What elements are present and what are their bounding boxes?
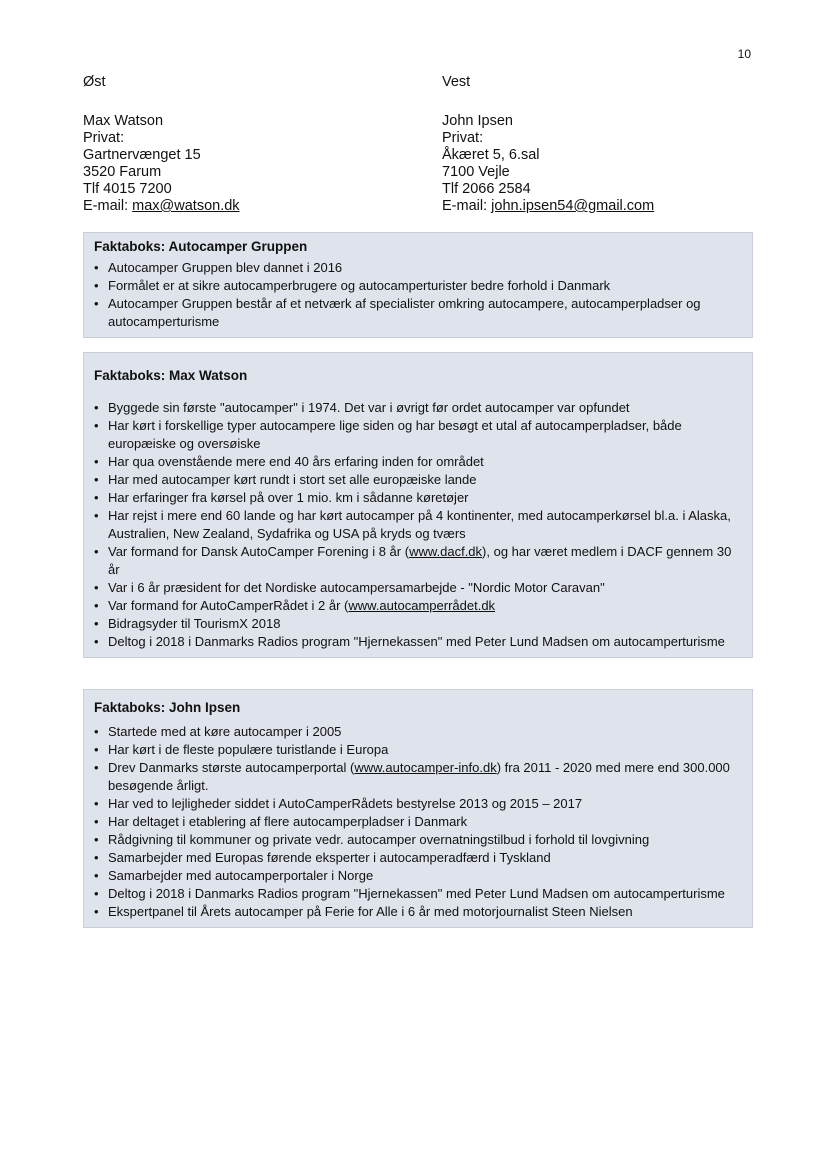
- bullet-item: [94, 759, 742, 795]
- contact-name: John Ipsen: [442, 113, 513, 129]
- bullet-item: • Samarbejder med autocamperportaler i Norge: [94, 867, 742, 885]
- bullet-text: Var formand for Dansk AutoCamper Forening i 8 år (: [108, 544, 410, 559]
- email-link[interactable]: john.ipsen54@gmail.com: [491, 198, 655, 214]
- bullet-item: • Startede med at køre autocamper i 2005: [94, 723, 742, 741]
- bullet-text: ), og har været medlem i DACF gennem 30 år: [108, 544, 732, 577]
- bullet-item: • Har kørt i de fleste populære turistlande i Europa: [94, 741, 742, 759]
- contact-city: 3520 Farum: [83, 164, 162, 180]
- bullet-item: • Rådgivning til kommuner og private vedr. autocamper overnatningstilbud i forhold til lovgivning: [94, 831, 742, 849]
- bullet-item: [94, 543, 742, 579]
- contact-email-row: [83, 198, 240, 215]
- contact-type: Privat:: [442, 130, 484, 146]
- bullet-item: • Samarbejder med Europas førende eksperter i autocamperadfærd i Tyskland: [94, 849, 742, 867]
- factbox-list: [94, 723, 742, 921]
- bullet-text: Var formand for AutoCamperRådet i 2 år (: [108, 598, 349, 613]
- region-heading: Øst: [83, 74, 106, 90]
- contact-street: Gartnervænget 15: [83, 147, 201, 163]
- bullet-item: • Autocamper Gruppen blev dannet i 2016: [94, 259, 742, 277]
- bullet-text: ) fra 2011 - 2020 med mere end 300.000 besøgende årligt.: [108, 760, 730, 793]
- bullet-item: • Har qua ovenstående mere end 40 års erfaring inden for området: [94, 453, 742, 471]
- factbox-title: Faktaboks: John Ipsen: [94, 700, 241, 715]
- factbox-title: Faktaboks: Max Watson: [94, 368, 248, 383]
- factbox-list: [94, 399, 742, 651]
- contact-phone: Tlf 2066 2584: [442, 181, 531, 197]
- contact-street: Åkæret 5, 6.sal: [442, 147, 540, 163]
- region-heading: Vest: [442, 74, 471, 90]
- bullet-item: • Har ved to lejligheder siddet i AutoCamperRådets bestyrelse 2013 og 2015 – 2017: [94, 795, 742, 813]
- bullet-item: • Har deltaget i etablering af flere autocamperpladser i Danmark: [94, 813, 742, 831]
- email-label: E-mail:: [83, 198, 133, 214]
- page-number: 10: [737, 47, 751, 61]
- website-link[interactable]: www.autocamper-info.dk: [354, 760, 497, 775]
- website-link[interactable]: www.autocamperrådet.dk: [348, 598, 496, 613]
- bullet-item: • Autocamper Gruppen består af et netværk af specialister omkring autocampere, autocamperpladser og autocamperturisme: [94, 295, 742, 331]
- bullet-item: • Formålet er at sikre autocamperbrugere og autocamperturister bedre forhold i Danmark: [94, 277, 742, 295]
- factbox-title: Faktaboks: Autocamper Gruppen: [94, 239, 308, 254]
- bullet-item: [94, 597, 742, 615]
- bullet-item: • Deltog i 2018 i Danmarks Radios program "Hjernekassen" med Peter Lund Madsen om autocamperturisme: [94, 885, 742, 903]
- bullet-text: Drev Danmarks største autocamperportal (: [108, 760, 355, 775]
- contact-phone: Tlf 4015 7200: [83, 181, 172, 197]
- factbox-list: [94, 259, 742, 331]
- email-label: E-mail:: [442, 198, 492, 214]
- website-link[interactable]: www.dacf.dk: [409, 544, 483, 559]
- factbox-john-ipsen: [83, 689, 753, 928]
- bullet-item: • Bidragsyder til TourismX 2018: [94, 615, 742, 633]
- contact-name: Max Watson: [83, 113, 164, 129]
- factbox-max-watson: [83, 352, 753, 658]
- bullet-item: • Har erfaringer fra kørsel på over 1 mio. km i sådanne køretøjer: [94, 489, 742, 507]
- bullet-item: • Byggede sin første "autocamper" i 1974. Det var i øvrigt før ordet autocamper var opfundet: [94, 399, 742, 417]
- contact-type: Privat:: [83, 130, 125, 146]
- contact-west: [442, 74, 654, 215]
- email-link[interactable]: max@watson.dk: [132, 198, 240, 214]
- bullet-item: • Deltog i 2018 i Danmarks Radios program "Hjernekassen" med Peter Lund Madsen om autocamperturisme: [94, 633, 742, 651]
- bullet-item: • Har rejst i mere end 60 lande og har kørt autocamper på 4 kontinenter, med autocamperkørsel bl.a. i Alaska, Australien, New Zealand, Sydafrika og USA på kryds og tværs: [94, 507, 742, 543]
- contact-city: 7100 Vejle: [442, 164, 510, 180]
- bullet-item: • Var i 6 år præsident for det Nordiske autocampersamarbejde - "Nordic Motor Caravan": [94, 579, 742, 597]
- contact-email-row: [442, 198, 654, 215]
- bullet-item: • Har med autocamper kørt rundt i stort set alle europæiske lande: [94, 471, 742, 489]
- bullet-item: • Har kørt i forskellige typer autocampere lige siden og har besøgt et utal af autocamperpladser, både europæiske og oversøiske: [94, 417, 742, 453]
- factbox-autocamper-gruppen: [83, 232, 753, 338]
- bullet-item: • Ekspertpanel til Årets autocamper på Ferie for Alle i 6 år med motorjournalist Steen Nielsen: [94, 903, 742, 921]
- contact-east: [83, 74, 240, 215]
